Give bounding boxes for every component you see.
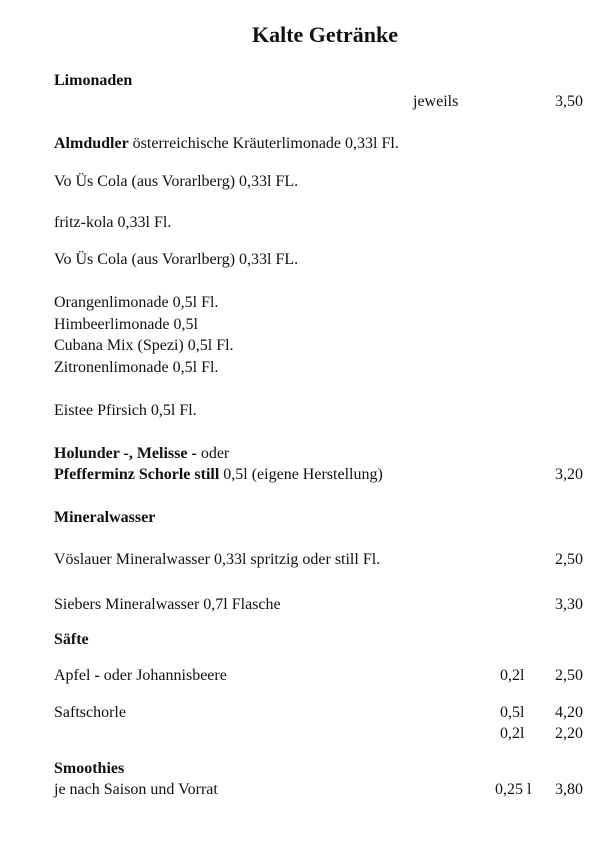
menu-item-apfel xyxy=(54,666,227,685)
saftschorle-price-small: 2,20 xyxy=(555,725,583,742)
menu-item-almdudler xyxy=(54,134,399,153)
limonaden-price: 3,50 xyxy=(555,93,583,110)
apfel-label: Apfel xyxy=(54,667,95,684)
each-price-label: jeweils xyxy=(413,93,459,110)
schorle-names-bold: Holunder -, Melisse - xyxy=(54,445,197,462)
saftschorle-size-small: 0,2l xyxy=(500,725,525,742)
schorle-price: 3,20 xyxy=(555,466,583,483)
almdudler-name: Almdudler xyxy=(54,135,129,152)
menu-item-eistee: Eistee Pfirsich 0,5l Fl. xyxy=(54,402,197,419)
siebers-price: 3,30 xyxy=(555,596,583,613)
menu-item-orangenlimonade: Orangenlimonade 0,5l Fl. xyxy=(54,294,219,311)
schorle-line-2 xyxy=(54,465,383,484)
almdudler-description: österreichische Kräuterlimonade 0,33l Fl. xyxy=(128,135,399,152)
schorle-line-1 xyxy=(54,444,229,463)
apfel-dash: - xyxy=(94,667,100,684)
schorle-details: 0,5l (eigene Herstellung) xyxy=(219,466,383,483)
section-heading-mineralwasser: Mineralwasser xyxy=(54,509,156,526)
smoothies-description: je nach Saison und Vorrat xyxy=(54,781,218,798)
page-title: Kalte Getränke xyxy=(251,22,399,47)
smoothies-price: 3,80 xyxy=(555,781,583,798)
schorle-pfefferminz-bold: Pfefferminz Schorle still xyxy=(54,466,220,483)
menu-item-saftschorle: Saftschorle xyxy=(54,704,126,721)
menu-item-siebers: Siebers Mineralwasser 0,7l Flasche xyxy=(54,596,281,613)
menu-item-cubana-mix: Cubana Mix (Spezi) 0,5l Fl. xyxy=(54,337,234,354)
saftschorle-size-large: 0,5l xyxy=(500,704,525,721)
section-heading-smoothies: Smoothies xyxy=(54,760,125,777)
section-heading-saefte: Säfte xyxy=(54,631,89,648)
saftschorle-price-large: 4,20 xyxy=(555,704,583,721)
menu-item-vo-us-cola-1: Vo Üs Cola (aus Vorarlberg) 0,33l FL. xyxy=(54,173,299,190)
menu-item-zitronenlimonade: Zitronenlimonade 0,5l Fl. xyxy=(54,359,219,376)
voeslauer-price: 2,50 xyxy=(555,551,583,568)
menu-item-himbeerlimonade: Himbeerlimonade 0,5l xyxy=(54,316,198,333)
section-heading-limonaden: Limonaden xyxy=(54,72,133,89)
apfel-size: 0,2l xyxy=(500,667,525,684)
smoothies-size: 0,25 l xyxy=(495,781,532,798)
schorle-oder: oder xyxy=(196,445,230,462)
menu-item-voeslauer: Vöslauer Mineralwasser 0,33l spritzig oder still Fl. xyxy=(54,551,381,568)
menu-item-fritz-kola: fritz-kola 0,33l Fl. xyxy=(54,214,172,231)
menu-item-vo-us-cola-2: Vo Üs Cola (aus Vorarlberg) 0,33l FL. xyxy=(54,251,299,268)
apfel-price: 2,50 xyxy=(555,667,583,684)
apfel-johannisbeere: oder Johannisbeere xyxy=(99,667,227,684)
